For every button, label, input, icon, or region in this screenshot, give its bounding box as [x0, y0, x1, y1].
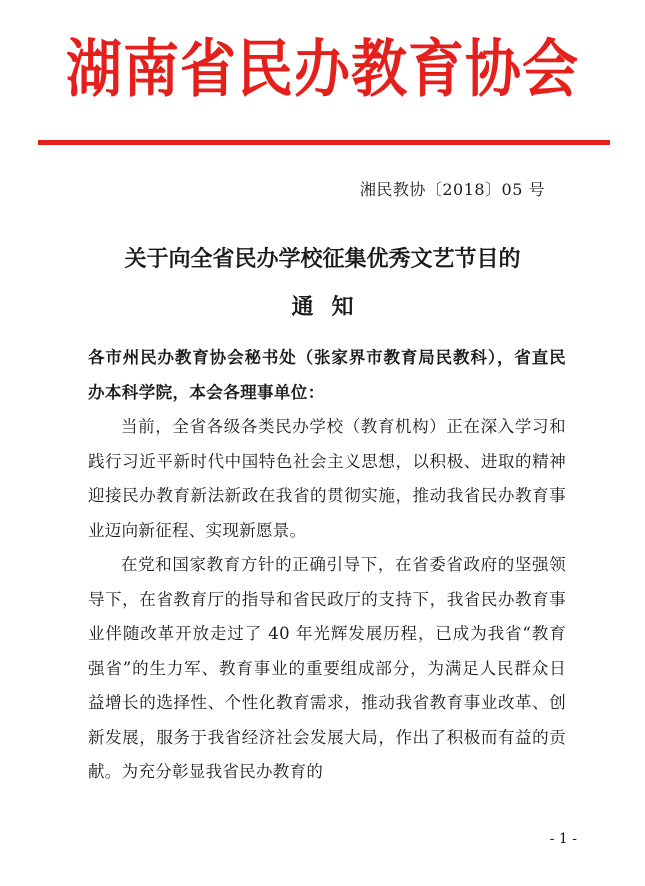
body-paragraph-1: 当前，全省各级各类民办学校（教育机构）正在深入学习和践行习近平新时代中国特色社会主义思想，以积极、进取的精神迎接民办教育新法新政在我省的贯彻实施，推动我省民办教育事业迈向新征程、实现新愿景。	[88, 417, 566, 540]
document-title-line-2: 通知	[291, 295, 372, 320]
document-number: 湘民教协〔2018〕05 号	[359, 180, 545, 199]
body-paragraph-2: 在党和国家教育方针的正确引导下，在省委省政府的坚强领导下，在省教育厅的指导和省民政厅的支持下，我省民办教育事业伴随改革开放走过了 40 年光辉发展历程，已成为我省“教育强省”的生力军、教育事业的重要组成部分，为满足人民群众日益增长的选择性、个性化教育需求，推动我省教育事业改革、创新发展，服务于我省经济社会发展大局，作出了积极而有益的贡献。为充分彰显我省民办教育的	[88, 555, 566, 781]
masthead-organization-name: 湖南省民办教育协会	[66, 33, 579, 107]
salutation: 各市州民办教育协会秘书处（张家界市教育局民教科），省直民办本科学院，本会各理事单位：	[88, 348, 566, 402]
page-number: - 1 -	[549, 831, 577, 847]
document-title-line-1: 关于向全省民办学校征集优秀文艺节目的	[124, 247, 521, 272]
red-header-rule	[38, 140, 610, 145]
document-body	[88, 341, 566, 790]
